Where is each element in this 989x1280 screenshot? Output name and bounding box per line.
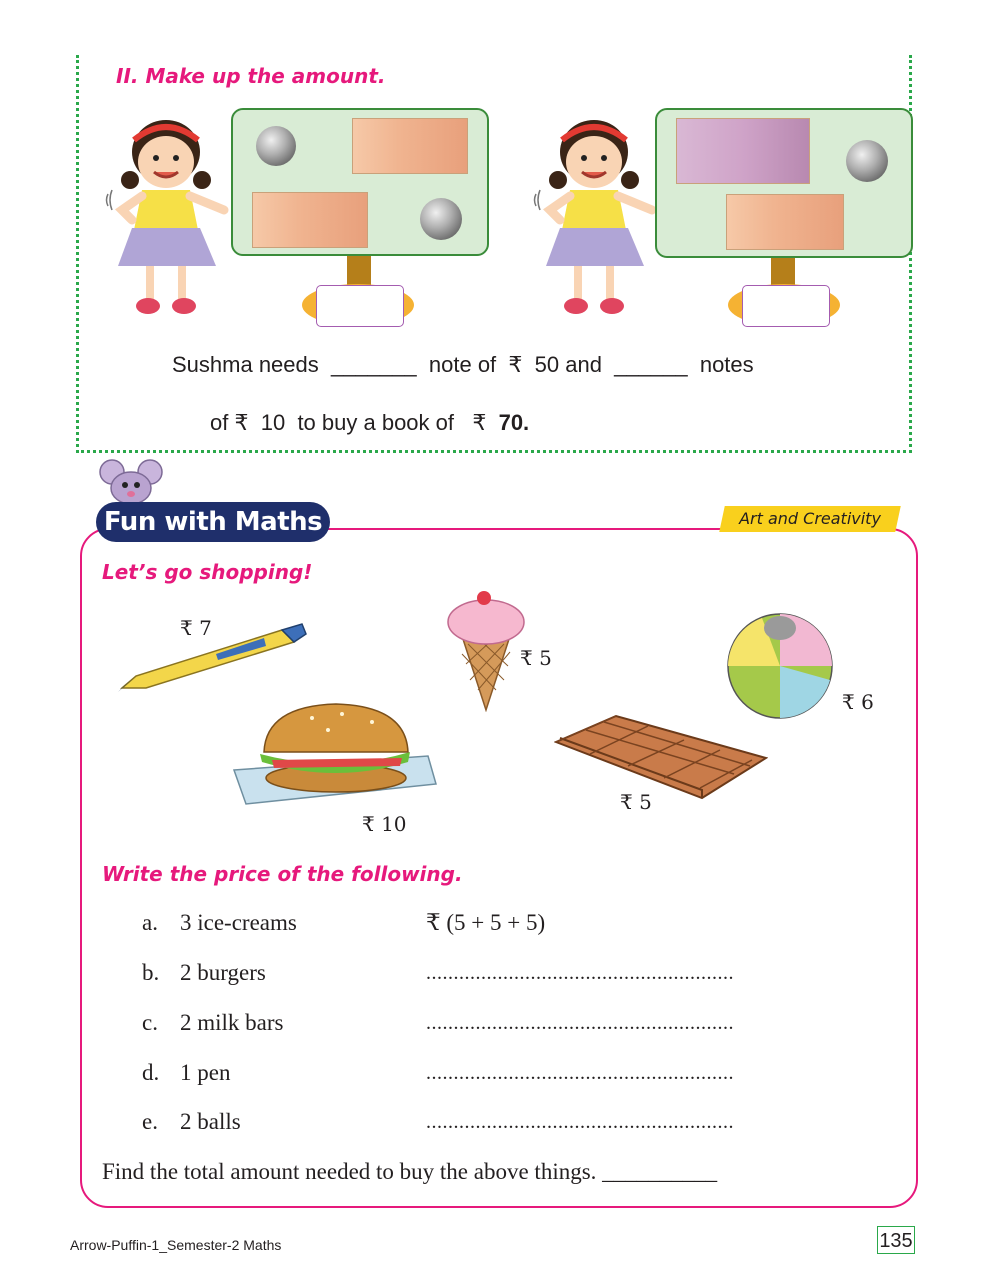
fill-blank-2[interactable]: ______ — [614, 352, 688, 377]
girl-illustration-left — [104, 110, 242, 330]
page-number: 135 — [877, 1226, 915, 1254]
question-d-item: 1 pen — [180, 1060, 231, 1085]
ice-cream-price: ₹ 5 — [520, 646, 552, 670]
total-question-text: Find the total amount needed to buy the above things. — [102, 1159, 597, 1184]
milk-bar-price: ₹ 5 — [620, 790, 652, 814]
question-b-answer-line[interactable]: ........................................................ — [426, 962, 734, 984]
fun-with-maths-banner: Fun with Maths — [96, 502, 330, 542]
total-question — [102, 1159, 717, 1185]
sentence-text: note of — [428, 352, 497, 377]
burger-price: ₹ 10 — [362, 812, 407, 836]
footer-book-title: Arrow-Puffin-1_Semester-2 Maths — [70, 1237, 282, 1253]
coin-icon — [846, 140, 888, 182]
coin-icon — [256, 126, 296, 166]
pen-icon — [116, 622, 308, 694]
question-d-letter: d. — [142, 1060, 160, 1085]
question-b-letter: b. — [142, 960, 160, 985]
coin-icon — [420, 198, 462, 240]
ten-rupee-note-icon — [352, 118, 468, 174]
answer-box-left[interactable] — [316, 285, 404, 327]
question-e-answer-line[interactable]: ........................................................ — [426, 1111, 734, 1133]
fill-blank-1[interactable]: _______ — [331, 352, 417, 377]
section-2-heading: II. Make up the amount. — [116, 64, 386, 88]
question-c-item: 2 milk bars — [180, 1010, 284, 1035]
sentence-text: to buy a book of — [297, 410, 454, 435]
sentence-line-2 — [210, 410, 529, 436]
sentence-text: notes — [699, 352, 754, 377]
sentence-text: 10 — [260, 410, 286, 435]
ice-cream-icon — [444, 584, 528, 712]
rupee-symbol: ₹ — [472, 410, 487, 435]
sentence-text: 50 and — [534, 352, 602, 377]
ball-icon — [722, 606, 838, 722]
art-creativity-tag: Art and Creativity — [739, 509, 881, 528]
ten-rupee-note-icon — [252, 192, 368, 248]
sentence-text: Sushma needs — [172, 352, 319, 377]
total-answer-blank[interactable]: __________ — [602, 1159, 718, 1184]
ten-rupee-note-icon — [726, 194, 844, 250]
question-a-answer: ₹ (5 + 5 + 5) — [426, 910, 546, 935]
pen-price: ₹ 7 — [180, 616, 212, 640]
mouse-mascot-icon — [98, 458, 166, 508]
girl-illustration-right — [532, 110, 670, 330]
shopping-subheading: Let’s go shopping! — [102, 560, 313, 584]
question-b-item: 2 burgers — [180, 960, 266, 985]
rupee-symbol: ₹ — [234, 410, 249, 435]
milk-bar-icon — [554, 714, 768, 802]
question-a-letter: a. — [142, 910, 158, 935]
question-e-letter: e. — [142, 1109, 158, 1134]
question-d-answer-line[interactable]: ........................................................ — [426, 1062, 734, 1084]
answer-box-right[interactable] — [742, 285, 830, 327]
ball-price: ₹ 6 — [842, 690, 874, 714]
question-a-item: 3 ice-creams — [180, 910, 297, 935]
write-price-heading: Write the price of the following. — [102, 862, 463, 886]
sentence-line-1 — [172, 352, 754, 378]
burger-icon — [232, 700, 438, 812]
question-c-answer-line[interactable]: ........................................................ — [426, 1012, 734, 1034]
rupee-symbol: ₹ — [508, 352, 523, 377]
question-c-letter: c. — [142, 1010, 158, 1035]
fifty-rupee-note-icon — [676, 118, 810, 184]
sentence-text: 70. — [498, 410, 530, 435]
sentence-text: of — [210, 410, 229, 435]
question-e-item: 2 balls — [180, 1109, 241, 1134]
